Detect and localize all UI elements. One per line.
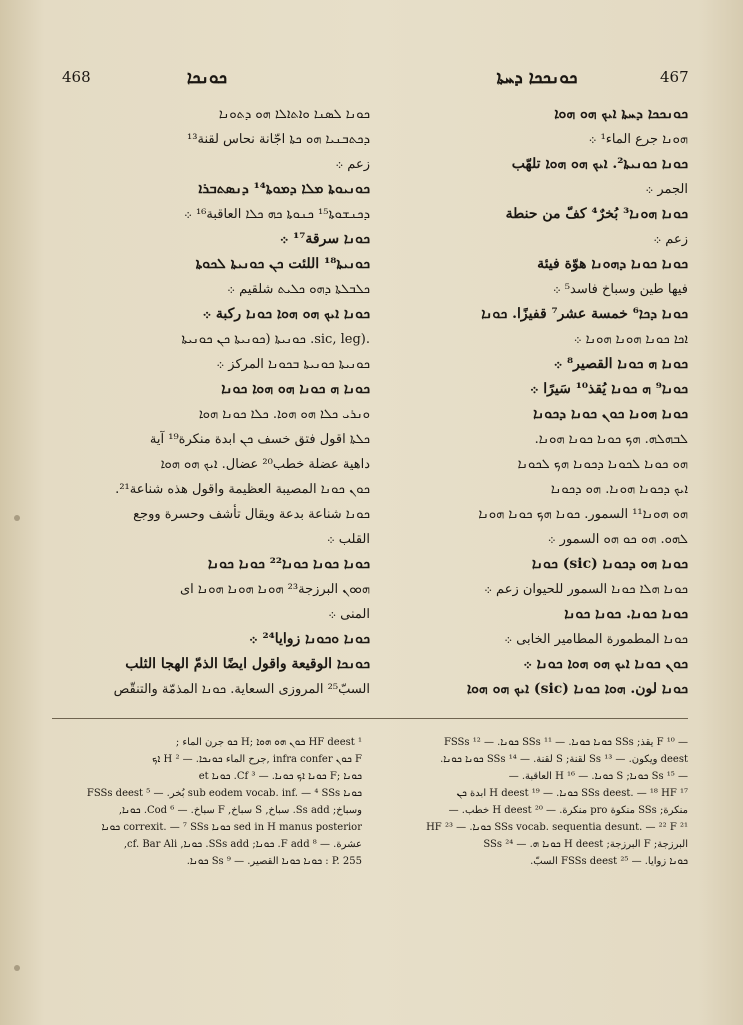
- left-line-19: ܟܘܢܐ ܟܘܢܐ ܟܘܢܐ²² ܟܘܢܐ ܟܘܢܐ: [207, 556, 370, 572]
- right-line-22: ܟܘܢܐ المطمورة المطامير الخابى ܀: [504, 632, 688, 647]
- left-line-2: ܕܟܬܒܢܝܐ ܗܘ ܟܬܐ اجّانة نحاس لقنة¹³: [187, 132, 370, 147]
- right-footnotes: [392, 734, 688, 904]
- right-footnote-line: منكرة; SSs منكوة pro منكرة. — ²⁰ H deest خطب. —: [448, 805, 688, 816]
- left-line-14: ܟܠܬܐ اقول فتق خسف ܟܢ ابدة منكرة¹⁹ آية: [149, 432, 370, 447]
- right-line-20: ܟܘܢܐ ܗܠܐ ܟܘܢܐ السمور للحيوان زعم ܀: [484, 582, 688, 597]
- binding-hole-mark: [14, 515, 20, 521]
- left-running-title: ܟܘܢܟܐ: [186, 68, 228, 88]
- left-footnote-line: ¹ HF deest ܟܘܢ ܗܘ ܗܘܐ ;H ܟܘ جرن الماء ;: [175, 737, 362, 748]
- left-footnote-line: F ܟܘܢ infra confer ,جرح الماء ܟܘܢܟܐ. — ² H ܐܟ: [152, 754, 362, 765]
- right-line-14: ܠܒܗܠܗ. ܗܟ ܟܘܢܐ ܟܘܢܐ ܗܘܢܐ.: [534, 432, 688, 447]
- right-line-13: ܟܘܢܐ ܗܘܢܐ ܟܘܢ ܟܘܢܐ ܕܟܘܢܐ: [533, 406, 688, 422]
- left-footnote-line: وسباخ; Ss add. سباخ, S سباخ, F سباخ. — ⁶ Cod. ܟܘܢܐ,: [118, 805, 362, 816]
- right-line-7: ܟܘܢܐ ܟܘܢܐ ܕܗܘܢܐ هوّة فيئة: [537, 256, 688, 272]
- left-line-8: ܟܠܒܠܬܐ ܕܗܘ ܟܠܝܬ شلقيم ܀: [227, 282, 370, 297]
- right-running-title: ܟܘܢܟܟܐ ܕܚܬܐ: [496, 68, 578, 88]
- right-line-16: ܐܝܟ ܕܟܘܢܐ ܗܘܢܐ. ܗܘ ܕܟܘܢܐ: [550, 482, 688, 497]
- right-footnote-line: ²¹ SSs vocab. sequentia desunt. — ²² F ܟܘܢܐ. — ²³ HF: [426, 822, 688, 833]
- left-footnote-line: P. 255 : ܟܘܢܐ ܟܘܢܐ القصير. — ⁹ Ss ܟܘܢܐ.: [186, 856, 362, 867]
- left-line-13: ܘܢܪܝ ܟܠܐ ܗܘ ܗܘܐ. ܟܠܐ ܟܘܢܐ ܗܘܐ: [198, 407, 370, 422]
- right-page-number: 467: [660, 68, 689, 86]
- left-page-number: 468: [62, 68, 91, 86]
- left-line-11: ܟܘܢܝܬܐ ܟܘܢܝܬܐ ܒܟܘܢܐ المركز ܀: [216, 357, 370, 372]
- right-line-10: ܐܟܐ ܟܘܢܐ ܗܘܢܐ ܗܘܢܐ ܀: [573, 332, 688, 347]
- left-line-10: .(sic, leg. ܟܘܢܝܬܐ (ܟܘܢܝܬܐ ܟܢ ܟܘܢܝܬܐ: [181, 332, 370, 347]
- left-line-16: ܟܘܢ ܟܘܢܐ المصيبة العظيمة واقول هذه شناعة²¹.: [115, 482, 370, 497]
- left-line-20: ܗܘܘܢ البرزجة²³ ܗܘܢܐ ܗܘܢܐ ܗܘܢܐ اى: [179, 582, 370, 597]
- left-footnote-line: عشرة. — ⁸ F add. ܟܘܢܐ; SSs add. ܟܘܢܐ, cf. Bar Ali,: [123, 839, 362, 850]
- right-line-6: زعم ܀: [653, 232, 688, 247]
- left-line-1: ܟܘܢܐ ܠܣܢܐ ܘܐܬܐܠܐ ܗܘ ܕܬܘܢܐ: [218, 107, 370, 122]
- right-line-8: فيها طين وسباخ فاسد⁵ ܀: [552, 282, 688, 297]
- binding-hole-mark: [14, 965, 20, 971]
- left-text-column: [52, 102, 370, 702]
- right-line-3: ܟܘܢܐ ܟܘܢܝܬܐ². ܐܝܟ ܗܘ ܗܘܐ تلهّب: [511, 156, 688, 172]
- right-line-15: ܗܘ ܟܘܢܐ ܠܟܘܢܐ ܕܟܘܢܐ ܗܟ ܠܟܘܢܐ: [517, 457, 688, 472]
- right-line-11: ܟܘܢܐ ܗ ܟܘܢܐ القصير⁸ ܀: [553, 356, 688, 372]
- left-line-4: ܟܘܢܝܘܬܐ ܡܠܐ ܕܡܘܬܐ¹⁴ ܕܢܣܬܒܪܐ: [198, 181, 370, 197]
- right-footnote-line: البرزجة; F البرزجة; H deest ܟܘܢܐ ܗ. — ²⁴ SSs: [483, 839, 688, 850]
- running-header: [0, 68, 743, 92]
- left-footnote-line: sed in H manus posterior ܟܘܢܐ correxit. — ⁷ SSs ܟܘܢܐ: [101, 822, 362, 833]
- left-line-6: ܟܘܢܐ سرقة¹⁷ ܀: [279, 231, 370, 247]
- left-line-24: السبّ²⁵ المروزى السعاية. ܟܘܢܐ المذمّة والتنقّص: [113, 682, 370, 697]
- left-footnotes: [52, 734, 362, 904]
- right-line-12: ܟܘܢܐ⁹ ܗ ܟܘܢܐ يُقذ¹⁰ سَيرًا ܀: [530, 381, 688, 397]
- right-footnote-line: ܟܘܢܐ زوايا. — ²⁵ FSSs deest السبّ.: [530, 856, 688, 867]
- left-line-15: داهية عضلة خطب²⁰ عضال. ܐܝܟ ܗܘ ܗܘܐ: [160, 457, 370, 472]
- right-line-4: الجمر ܀: [645, 182, 688, 197]
- right-line-1: ܟܘܢܟܟܐ ܕܚܬܐ ܐܝܟ ܗܘ ܗܘܐ: [554, 106, 688, 122]
- right-line-21: ܟܘܢܐ ܟܘܢܐ. ܟܘܢܐ ܟܘܢܐ: [564, 606, 688, 622]
- left-line-17: ܟܘܢܐ شناعة بدعة ويقال تأشف وحسرة ووجع: [133, 507, 370, 522]
- left-line-22: ܟܘܢܐ ܘܟܘܢܐ زوايا²⁴ ܀: [249, 631, 370, 647]
- left-line-23: ܟܘܢܟܐ الوقيعة واقول ايضًا الذمّ الهجا الثلب: [125, 656, 370, 672]
- left-line-5: ܕܟܢܫܘܬܐ¹⁵ ܟܢܘܬܐ ܟܗ ܟܠܐ العاقبة¹⁶ ܀: [184, 207, 370, 222]
- right-line-24: ܟܘܢܐ لون. ܗܘܐ ܟܘܢܐ (sic) ܐܝܟ ܗܘ ܗܘܐ: [466, 681, 688, 697]
- right-line-2: ܗܘܢܐ جرع الماء¹ ܀: [588, 132, 688, 147]
- right-footnote-line: ¹⁷ SSs deest. — ¹⁸ HF ܟܘܢܐ. — ¹⁹ H deest ابدة ܟܢ: [456, 788, 688, 799]
- left-line-18: القلب ܀: [326, 532, 370, 547]
- right-footnote-line: — ¹⁵ Ss ܟܘܢܐ; S ܟܘܢܐ. — ¹⁶ H العاقبة. —: [508, 771, 688, 782]
- right-line-5: ܟܘܢܐ ܗܘܢܐ³ بُخرٌ⁴ كفّ من حنطة: [505, 206, 688, 222]
- left-line-9: ܟܘܢܐ ܐܝܟ ܗܘ ܗܘܐ ܟܘܢܐ ركبة ܀: [202, 306, 370, 322]
- right-line-9: ܟܘܢܐ ܕܟܐ⁶ خمسة عشر⁷ قفيزًا. ܟܘܢܐ: [481, 306, 688, 322]
- right-line-17: ܗܘ ܗܘܢܐ¹¹ السمور. ܟܘܢܐ ܗܟ ܟܘܢܐ ܗܘܢܐ: [478, 507, 688, 522]
- left-footnote-line: ܟܘܢܐ ;F ܟܘܢܐ ܐܟ ܟܘܢܐ. — ³ Cf. ܟܘܢܐ et: [198, 771, 362, 782]
- left-line-7: ܟܘܢܝܬܐ¹⁸ اللئت ܟܢ ܟܘܢܝܬܐ ܠܟܘܬܐ: [195, 256, 370, 272]
- right-line-19: ܟܘܢܐ ܗܘ ܕܟܘܢܐ (sic) ܟܘܢܐ: [531, 556, 688, 572]
- left-footnote-line: ܟܘܢܐ sub eodem vocab. inf. — ⁴ SSs بُخر. — ⁵ FSSs deest: [86, 788, 362, 799]
- right-line-18: ܠܗܘ. ܗܘ ܟܘ ܗܘ السمور ܀: [547, 532, 688, 547]
- left-line-21: المنى ܀: [328, 607, 370, 622]
- left-line-3: زعم ܀: [335, 157, 370, 172]
- right-text-column: [390, 102, 688, 702]
- right-footnote-line: deest ويكون. — ¹³ Ss لقنة; S لقنة. — ¹⁴ SSs ܟܘܢܐ ܟܘܢܐ.: [440, 754, 688, 765]
- right-footnote-line: — ¹⁰ F يقذ; SSs ܟܘܢܐ ܟܘܢܐ. — ¹¹ SSs ܟܘܢܐ. — ¹² FSSs: [443, 737, 688, 748]
- left-line-12: ܟܘܢܐ ܗ ܟܘܢܐ ܗܘ ܗܘܐ ܟܘܢܐ: [221, 381, 370, 397]
- right-line-23: ܟܘܢ ܟܘܢܐ ܐܝܟ ܗܘ ܗܘܐ ܟܘܢܐ ܀: [523, 656, 688, 672]
- footnote-divider: [52, 718, 688, 719]
